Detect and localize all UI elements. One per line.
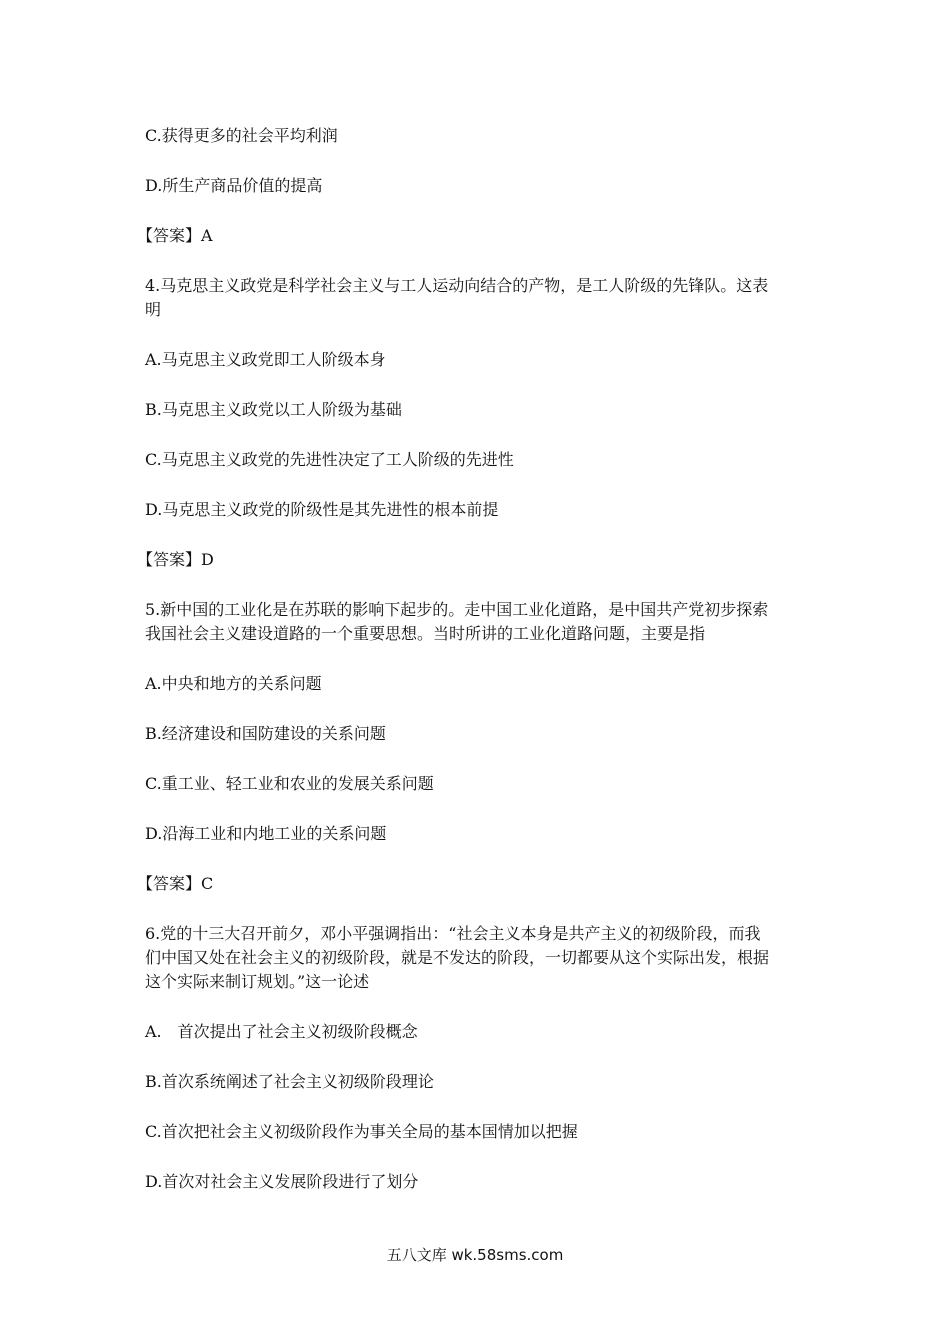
q6-option-b: B.首次系统阐述了社会主义初级阶段理论 — [145, 1072, 434, 1091]
q6-option-c: C.首次把社会主义初级阶段作为事关全局的基本国情加以把握 — [145, 1122, 578, 1141]
q4-stem-line-1: 4.马克思主义政党是科学社会主义与工人运动向结合的产物，是工人阶级的先锋队。这表 — [145, 276, 769, 295]
q3-answer: 【答案】A — [137, 226, 213, 245]
q4-stem — [145, 274, 825, 322]
q6-option-a: A. 首次提出了社会主义初级阶段概念 — [145, 1022, 418, 1041]
q6-option-d: D.首次对社会主义发展阶段进行了划分 — [145, 1172, 419, 1191]
q4-option-d: D.马克思主义政党的阶级性是其先进性的根本前提 — [145, 500, 499, 519]
q4-answer: 【答案】D — [137, 550, 214, 569]
q5-stem-line-1: 5.新中国的工业化是在苏联的影响下起步的。走中国工业化道路，是中国共产党初步探索 — [145, 600, 769, 619]
q4-stem-line-2: 明 — [145, 300, 162, 319]
q5-option-b: B.经济建设和国防建设的关系问题 — [145, 724, 386, 743]
q5-answer: 【答案】C — [137, 874, 214, 893]
q6-stem-line-3: 这个实际来制订规划。”这一论述 — [145, 972, 370, 991]
q3-option-d: D.所生产商品价值的提高 — [145, 176, 323, 195]
q6-stem-line-2: 们中国又处在社会主义的初级阶段，就是不发达的阶段，一切都要从这个实际出发，根据 — [145, 948, 770, 967]
q6-stem — [145, 922, 825, 994]
q4-option-b: B.马克思主义政党以工人阶级为基础 — [145, 400, 402, 419]
q3-option-c: C.获得更多的社会平均利润 — [145, 126, 338, 145]
q6-stem-line-1: 6.党的十三大召开前夕，邓小平强调指出：“社会主义本身是共产主义的初级阶段，而我 — [145, 924, 761, 943]
q4-option-a: A.马克思主义政党即工人阶级本身 — [145, 350, 386, 369]
q5-stem-line-2: 我国社会主义建设道路的一个重要思想。当时所讲的工业化道路问题，主要是指 — [145, 624, 706, 643]
q5-stem — [145, 598, 825, 646]
q5-option-d: D.沿海工业和内地工业的关系问题 — [145, 824, 387, 843]
q5-option-a: A.中央和地方的关系问题 — [145, 674, 322, 693]
q4-option-c: C.马克思主义政党的先进性决定了工人阶级的先进性 — [145, 450, 514, 469]
q5-option-c: C.重工业、轻工业和农业的发展关系问题 — [145, 774, 434, 793]
page-footer: 五八文库 wk.58sms.com — [386, 1246, 564, 1264]
